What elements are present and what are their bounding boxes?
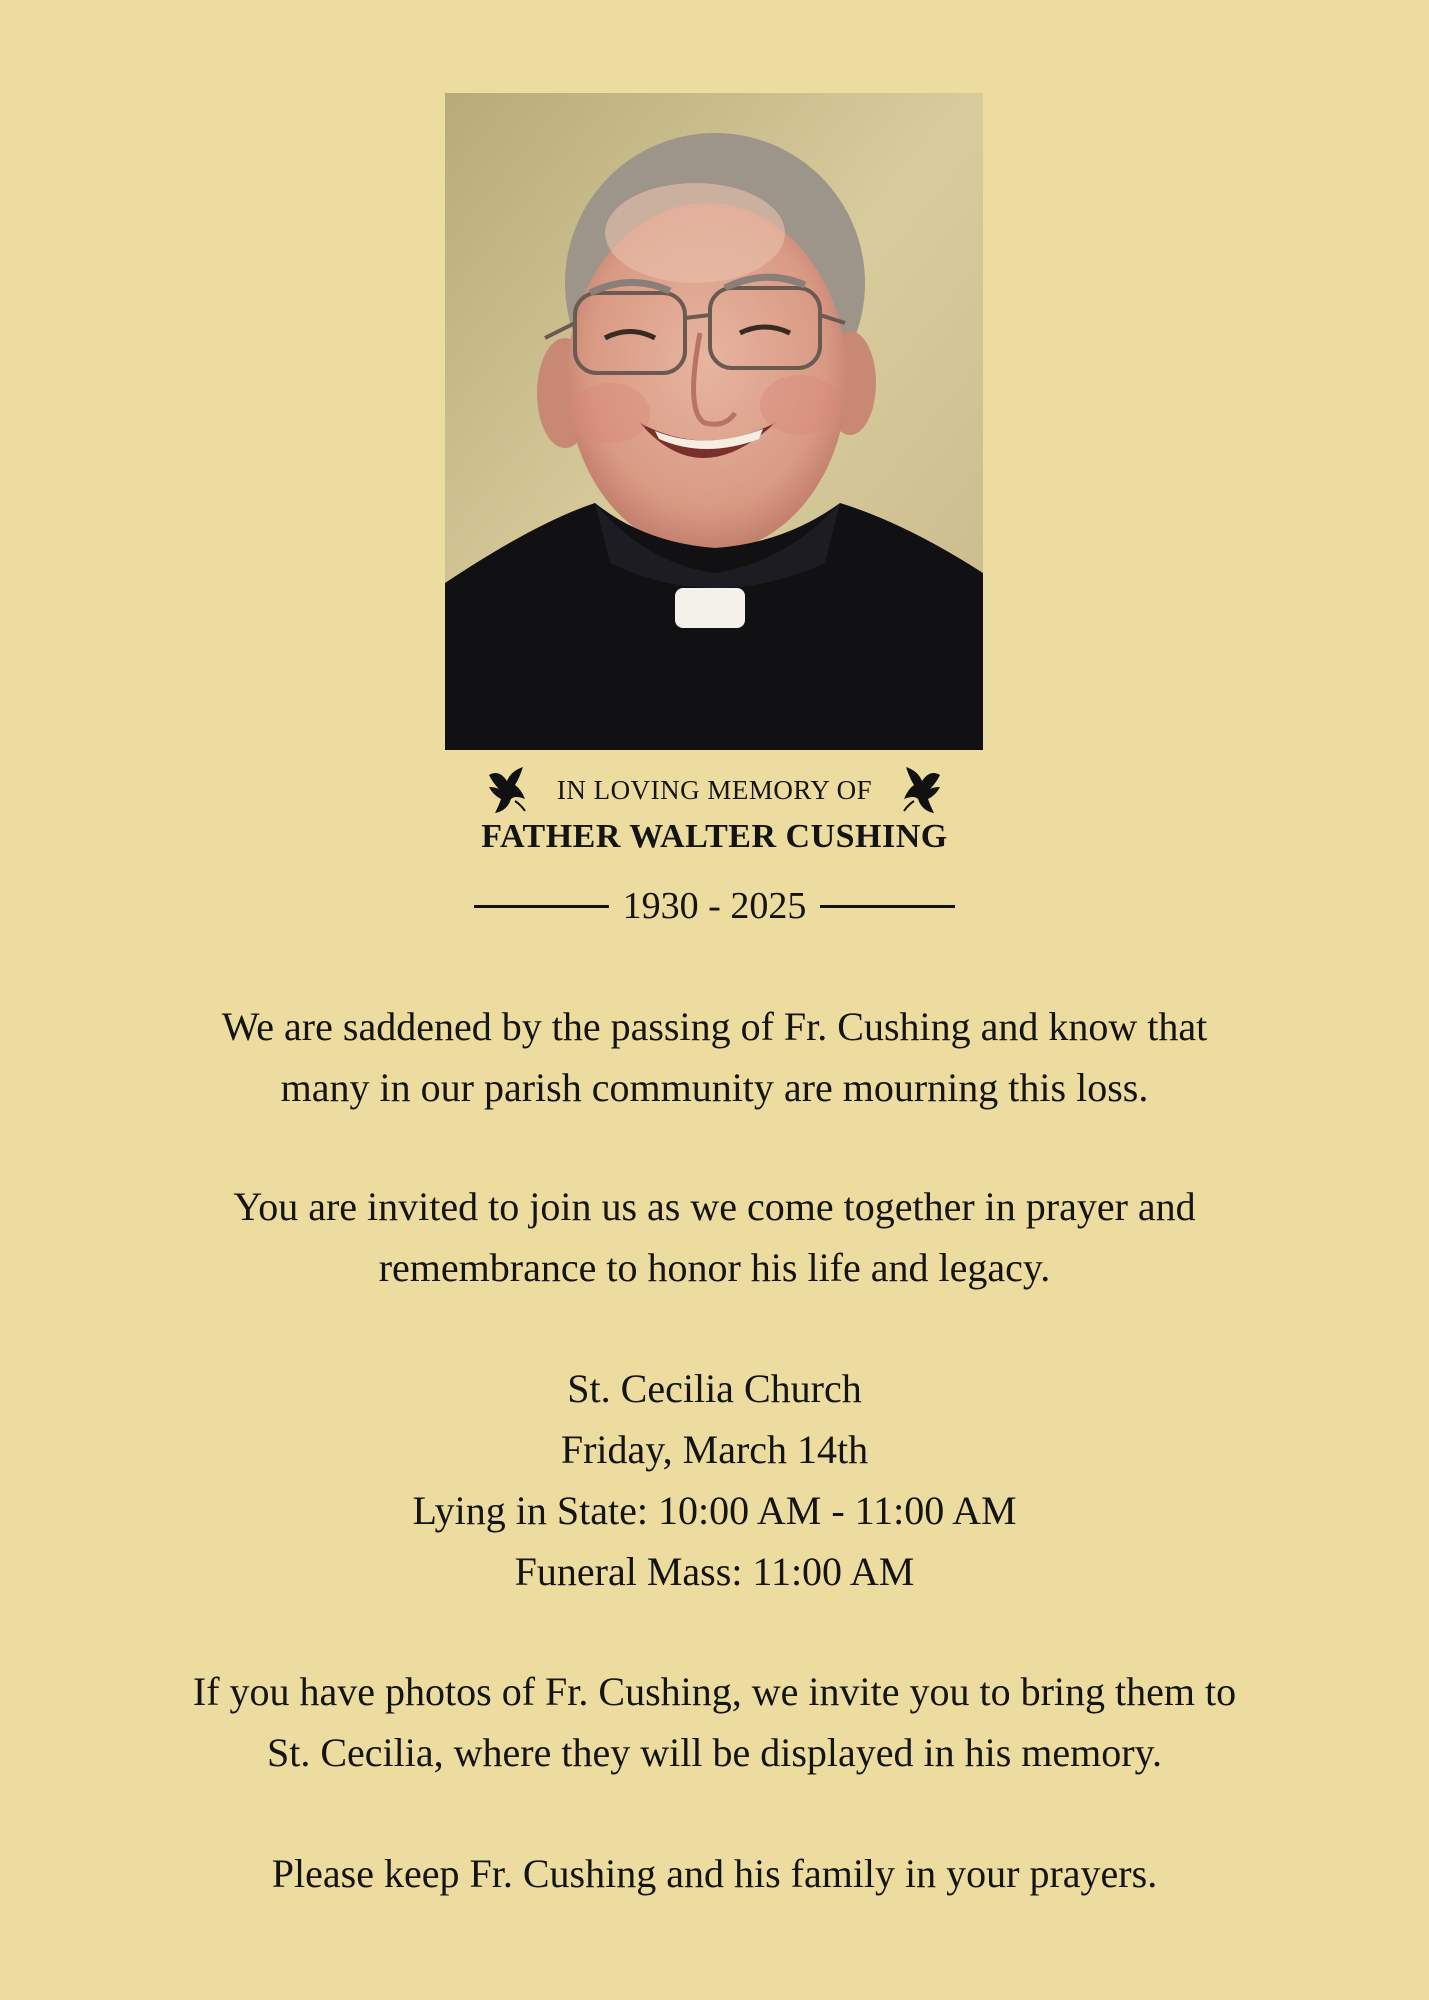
text-line: If you have photos of Fr. Cushing, we invite you to bring them to xyxy=(192,1669,1237,1714)
dove-icon xyxy=(900,765,944,815)
text-line: remembrance to honor his life and legacy. xyxy=(378,1245,1051,1290)
paragraph-condolence xyxy=(80,996,1349,1118)
life-years: 1930 - 2025 xyxy=(622,885,807,927)
paragraph-photos xyxy=(80,1661,1349,1783)
divider-left xyxy=(474,905,609,908)
memory-heading xyxy=(0,760,1429,820)
deceased-name: FATHER WALTER CUSHING xyxy=(481,818,948,855)
photo-underline xyxy=(468,739,978,742)
paragraph-invitation xyxy=(80,1176,1349,1298)
closing-line xyxy=(80,1843,1349,1904)
portrait-photo xyxy=(445,93,983,750)
event-details xyxy=(80,1358,1349,1602)
divider-right xyxy=(820,905,955,908)
text-line: many in our parish community are mourning this loss. xyxy=(280,1065,1149,1110)
event-lying-in-state: Lying in State: 10:00 AM - 11:00 AM xyxy=(412,1488,1017,1533)
years-row xyxy=(0,880,1429,932)
text-line: We are saddened by the passing of Fr. Cushing and know that xyxy=(221,1004,1208,1049)
text-line: Please keep Fr. Cushing and his family in your prayers. xyxy=(271,1851,1158,1896)
event-location: St. Cecilia Church xyxy=(567,1366,862,1411)
dove-icon xyxy=(485,765,529,815)
event-funeral-mass: Funeral Mass: 11:00 AM xyxy=(514,1549,915,1594)
text-line: You are invited to join us as we come together in prayer and xyxy=(233,1184,1196,1229)
memory-label: IN LOVING MEMORY OF xyxy=(556,774,873,805)
text-line: St. Cecilia, where they will be displayed in his memory. xyxy=(267,1730,1162,1775)
event-date: Friday, March 14th xyxy=(560,1427,869,1472)
